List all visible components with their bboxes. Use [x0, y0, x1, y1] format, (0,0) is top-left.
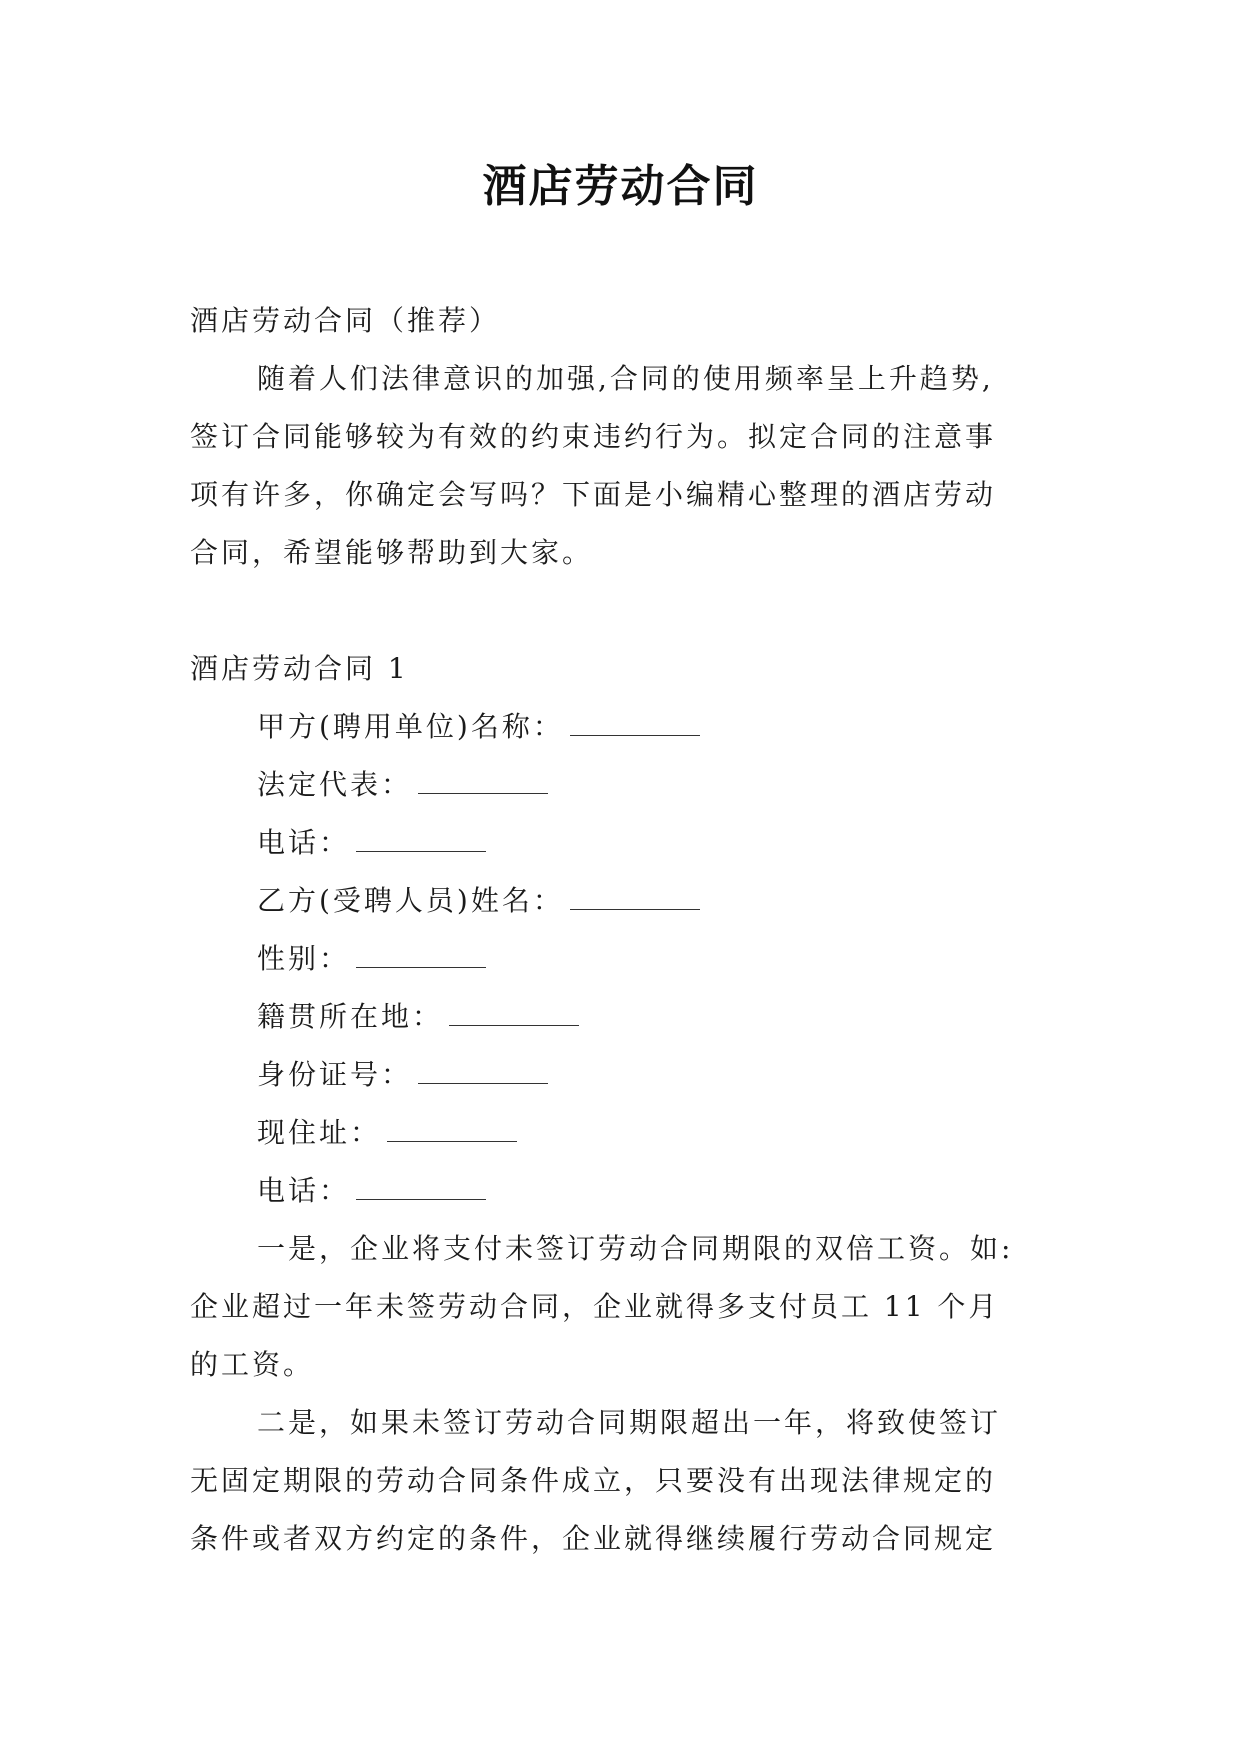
- clause-line: 企业超过一年未签劳动合同，企业就得多支付员工 11 个月: [190, 1290, 1000, 1323]
- field-legal-representative: [190, 756, 1050, 814]
- fill-in-blank[interactable]: [387, 1119, 517, 1142]
- field-gender: [190, 930, 1050, 988]
- intro-line: 合同，希望能够帮助到大家。: [190, 536, 594, 569]
- party-fields: [190, 698, 1050, 1220]
- fill-in-blank[interactable]: [418, 771, 548, 794]
- field-label: 电话：: [257, 1174, 351, 1207]
- fill-in-blank[interactable]: [356, 1177, 486, 1200]
- field-label: 身份证号：: [257, 1058, 413, 1091]
- clause-line: 一是，企业将支付未签订劳动合同期限的双倍工资。如:: [257, 1232, 1014, 1265]
- clause-line: 无固定期限的劳动合同条件成立，只要没有出现法律规定的: [190, 1464, 997, 1497]
- field-label: 乙方(受聘人员)姓名：: [257, 884, 564, 917]
- subtitle: 酒店劳动合同（推荐）: [190, 304, 501, 337]
- clause-line: 的工资。: [190, 1348, 315, 1381]
- field-employer-phone: [190, 814, 1050, 872]
- field-current-address: [190, 1104, 1050, 1162]
- section-heading: 酒店劳动合同 1: [190, 652, 409, 685]
- field-employee-name: [190, 872, 1050, 930]
- document-title: 酒店劳动合同: [482, 161, 759, 212]
- field-native-place: [190, 988, 1050, 1046]
- field-employer-name: [190, 698, 1050, 756]
- intro-line: 签订合同能够较为有效的约束违约行为。拟定合同的注意事: [190, 420, 997, 453]
- document-body: [190, 292, 1050, 1568]
- clause-line: 条件或者双方约定的条件，企业就得继续履行劳动合同规定: [190, 1522, 997, 1555]
- field-label: 性别：: [257, 942, 351, 975]
- fill-in-blank[interactable]: [356, 829, 486, 852]
- intro-paragraph: [190, 350, 1050, 582]
- field-id-number: [190, 1046, 1050, 1104]
- fill-in-blank[interactable]: [570, 887, 700, 910]
- intro-line: 项有许多，你确定会写吗？下面是小编精心整理的酒店劳动: [190, 478, 997, 511]
- field-label: 现住址：: [257, 1116, 382, 1149]
- clause-paragraph-1: [190, 1220, 1050, 1394]
- clause-paragraph-2: [190, 1394, 1050, 1568]
- fill-in-blank[interactable]: [570, 713, 700, 736]
- field-label: 法定代表：: [257, 768, 413, 801]
- paragraph-gap: [190, 582, 1050, 640]
- field-label: 籍贯所在地：: [257, 1000, 444, 1033]
- field-employee-phone: [190, 1162, 1050, 1220]
- intro-line: 随着人们法律意识的加强,合同的使用频率呈上升趋势,: [257, 362, 994, 395]
- field-label: 电话：: [257, 826, 351, 859]
- fill-in-blank[interactable]: [449, 1003, 579, 1026]
- fill-in-blank[interactable]: [418, 1061, 548, 1084]
- clause-line: 二是，如果未签订劳动合同期限超出一年，将致使签订: [257, 1406, 1002, 1439]
- fill-in-blank[interactable]: [356, 945, 486, 968]
- field-label: 甲方(聘用单位)名称：: [257, 710, 564, 743]
